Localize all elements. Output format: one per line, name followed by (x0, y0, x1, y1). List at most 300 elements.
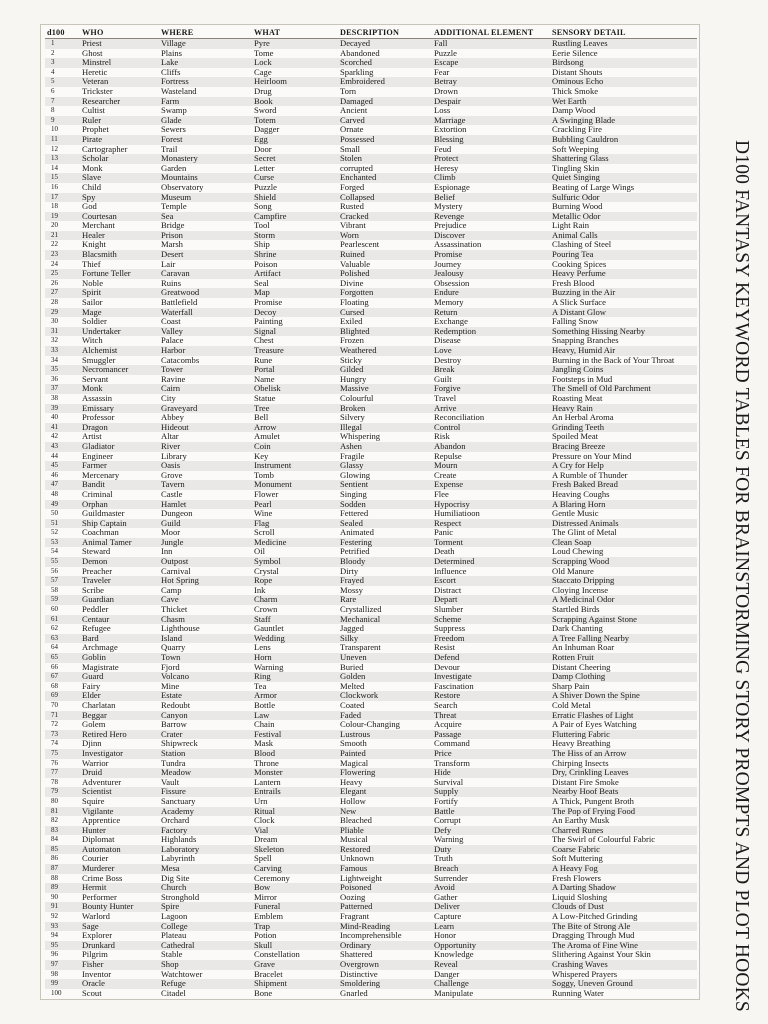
cell-description: Magical (340, 758, 369, 768)
cell-roll: 32 (51, 336, 58, 345)
cell-what: Flower (254, 489, 279, 499)
cell-roll: 80 (51, 796, 58, 805)
cell-description: Restored (338, 845, 432, 855)
cell-what: Tree (252, 404, 338, 414)
cell-roll: 64 (51, 643, 58, 652)
cell-where: Hideout (159, 423, 252, 433)
table-row (45, 643, 697, 653)
cell-additional-element: Discover (432, 231, 550, 241)
cell-roll: 28 (51, 298, 58, 307)
cell-roll: 93 (45, 922, 80, 932)
cell-who: Demon (80, 557, 159, 567)
cell-what: Obelisk (252, 384, 338, 394)
cell-who: Murderer (80, 864, 159, 874)
cell-who: Vigilante (80, 807, 159, 817)
cell-where: Abbey (161, 413, 184, 423)
cell-what: Skeleton (252, 845, 338, 855)
cell-description: Smooth (340, 739, 367, 749)
cell-what: Shield (252, 193, 338, 203)
cell-sensory-detail: Dragging Through Mud (552, 931, 635, 941)
cell-additional-element: Marriage (432, 116, 550, 126)
cell-what: Amulet (254, 432, 280, 442)
cell-where: Jungle (159, 538, 252, 548)
cell-roll: 20 (51, 221, 58, 230)
cell-where: Catacombs (161, 355, 200, 365)
cell-who: Archmage (82, 643, 118, 653)
cell-what: Storm (252, 231, 338, 241)
cell-where: Temple (161, 202, 187, 212)
cell-description: Overgrown (338, 960, 432, 970)
cell-description: Oozing (340, 892, 366, 902)
cell-additional-element: Freedom (432, 634, 550, 644)
cell-what: Grave (252, 960, 338, 970)
cell-description: Bloody (338, 557, 432, 567)
cell-who: Guildmaster (82, 509, 125, 519)
cell-roll: 68 (51, 681, 58, 690)
cell-where: Stronghold (161, 892, 200, 902)
cell-what: Mirror (254, 892, 277, 902)
cell-where: Town (159, 653, 252, 663)
cell-description: Scorched (338, 58, 432, 68)
cell-sensory-detail: Cooking Spices (552, 259, 607, 269)
cell-where: Outpost (159, 557, 252, 567)
cell-where: Thicket (161, 605, 188, 615)
cell-additional-element: Fascination (434, 681, 474, 691)
table-row (45, 106, 697, 116)
cell-roll: 54 (51, 547, 58, 556)
cell-what: Funeral (252, 902, 338, 912)
cell-description: Forged (340, 182, 365, 192)
cell-additional-element: Transform (434, 758, 470, 768)
cell-description: Floating (340, 298, 369, 308)
cell-where: Garden (161, 163, 187, 173)
cell-who: Knight (82, 240, 106, 250)
cell-where: Lighthouse (161, 624, 200, 634)
cell-what: Ceremony (254, 873, 290, 883)
table-row (45, 346, 697, 356)
cell-roll: 45 (45, 461, 80, 471)
cell-what: Constellation (254, 950, 300, 960)
cell-description: Distinctive (340, 969, 378, 979)
cell-what: Shrine (252, 250, 338, 260)
cell-additional-element: Truth (434, 854, 453, 864)
cell-who: Explorer (82, 931, 113, 941)
table-row (45, 787, 697, 797)
cell-description: Broken (338, 404, 432, 414)
header-sensory-detail: SENSORY DETAIL (550, 27, 697, 39)
cell-description: Torn (340, 86, 357, 96)
cell-description: Colour-Changing (340, 720, 400, 730)
cell-sensory-detail: Light Rain (552, 221, 589, 231)
cell-additional-element: Exchange (434, 317, 468, 327)
cell-who: Veteran (80, 77, 159, 87)
cell-sensory-detail: Spoiled Meat (552, 432, 599, 442)
cell-what: Dagger (254, 125, 280, 135)
cell-who: Servant (82, 374, 109, 384)
cell-roll: 44 (51, 451, 58, 460)
cell-who: Fortune Teller (80, 269, 159, 279)
cell-where: Farm (159, 97, 252, 107)
cell-roll: 63 (45, 634, 80, 644)
cell-what: Heirloom (252, 77, 338, 87)
cell-sensory-detail: Pouring Tea (550, 250, 697, 260)
cell-where: College (159, 922, 252, 932)
cell-sensory-detail: A Blaring Horn (550, 500, 697, 510)
cell-sensory-detail: Distant Shouts (552, 67, 603, 77)
cell-roll: 65 (45, 653, 80, 663)
cell-description: Pliable (338, 826, 432, 836)
table-row (45, 461, 697, 471)
cell-where: Citadel (161, 988, 186, 998)
table-row (45, 816, 697, 826)
cell-additional-element: Respect (432, 519, 550, 529)
cell-sensory-detail: Wet Earth (550, 97, 697, 107)
table-row (45, 432, 697, 442)
table-row (45, 356, 697, 366)
cell-roll: 90 (51, 892, 58, 901)
cell-additional-element: Climb (432, 173, 550, 183)
cell-additional-element: Depart (432, 595, 550, 605)
cell-who: God (82, 202, 97, 212)
cell-sensory-detail: Rustling Leaves (550, 39, 697, 49)
cell-sensory-detail: Falling Snow (552, 317, 599, 327)
cell-additional-element: Escort (432, 576, 550, 586)
cell-roll: 79 (45, 787, 80, 797)
cell-sensory-detail: Snapping Branches (552, 336, 619, 346)
cell-who: Monk (80, 384, 159, 394)
cell-sensory-detail: Erratic Flashes of Light (550, 711, 697, 721)
cell-description: Crystallized (340, 605, 382, 615)
table-row (45, 691, 697, 701)
cell-who: Pilgrim (82, 950, 108, 960)
cell-additional-element: Hypocrisy (432, 500, 550, 510)
cell-additional-element: Supply (432, 787, 550, 797)
cell-description: Patterned (338, 902, 432, 912)
cell-who: Traveler (80, 576, 159, 586)
cell-description: Embroidered (338, 77, 432, 87)
cell-what: Monument (252, 480, 338, 490)
cell-description: Stolen (338, 154, 432, 164)
cell-description: Glassy (338, 461, 432, 471)
cell-who: Charlatan (82, 700, 116, 710)
cell-where: Bridge (161, 221, 185, 231)
table-header-row (45, 27, 697, 39)
cell-description: Ancient (340, 106, 368, 116)
table-row (45, 231, 697, 241)
cell-where: Museum (159, 193, 252, 203)
cell-additional-element: Fall (432, 39, 550, 49)
cell-description: Ornate (340, 125, 364, 135)
table-row (45, 528, 697, 538)
cell-sensory-detail: An Herbal Aroma (552, 413, 614, 423)
cell-additional-element: Threat (432, 711, 550, 721)
cell-where: Monastery (159, 154, 252, 164)
table-row (45, 135, 697, 145)
cell-sensory-detail: Footsteps in Mud (552, 374, 613, 384)
cell-what: Lock (252, 58, 338, 68)
cell-roll: 84 (51, 835, 58, 844)
cell-additional-element: Search (434, 700, 458, 710)
cell-roll: 24 (51, 259, 58, 268)
cell-what: Artifact (252, 269, 338, 279)
cell-additional-element: Survival (434, 777, 464, 787)
cell-where: Sea (159, 212, 252, 222)
cell-sensory-detail: Staccato Dripping (550, 576, 697, 586)
cell-sensory-detail: The Smell of Old Parchment (550, 384, 697, 394)
cell-sensory-detail: Coarse Fabric (550, 845, 697, 855)
cell-who: Hunter (80, 826, 159, 836)
cell-description: Decayed (338, 39, 432, 49)
table-row (45, 902, 697, 912)
cell-description: Bleached (340, 816, 372, 826)
cell-additional-element: Promise (432, 250, 550, 260)
cell-sensory-detail: Old Manure (552, 566, 594, 576)
cell-who: Artist (82, 432, 102, 442)
table-row (45, 404, 697, 414)
header-what: WHAT (252, 27, 338, 39)
cell-roll: 73 (45, 730, 80, 740)
table-row (45, 250, 697, 260)
cell-additional-element: Influence (434, 566, 467, 576)
table-row (45, 557, 697, 567)
cell-who: Retired Hero (80, 730, 159, 740)
cell-additional-element: Forgive (432, 384, 550, 394)
cell-additional-element: Drown (434, 86, 458, 96)
cell-roll: 78 (51, 777, 58, 786)
cell-what: Chain (254, 720, 275, 730)
cell-additional-element: Passage (432, 730, 550, 740)
cell-description: Flowering (338, 768, 432, 778)
cell-sensory-detail: The Glint of Metal (552, 528, 617, 538)
cell-roll: 72 (51, 720, 58, 729)
cell-additional-element: Loss (434, 106, 451, 116)
cell-who: Minstrel (80, 58, 159, 68)
cell-additional-element: Battle (432, 807, 550, 817)
cell-additional-element: Blessing (432, 135, 550, 145)
cell-sensory-detail: Fluttering Fabric (550, 730, 697, 740)
cell-sensory-detail: A Slick Surface (552, 298, 606, 308)
cell-description: Fettered (340, 509, 369, 519)
cell-sensory-detail: Crashing Waves (550, 960, 697, 970)
cell-description: Ordinary (338, 941, 432, 951)
cell-sensory-detail: Clashing of Steel (552, 240, 612, 250)
cell-roll: 75 (45, 749, 80, 759)
table-row (45, 797, 697, 807)
cell-roll: 37 (45, 384, 80, 394)
cell-roll: 62 (51, 624, 58, 633)
cell-what: Tomb (254, 470, 274, 480)
cell-sensory-detail: Cold Metal (552, 700, 591, 710)
cell-where: Plains (161, 48, 183, 58)
cell-where: Hamlet (159, 500, 252, 510)
cell-who: Cultist (82, 106, 105, 116)
cell-what: Bracelet (254, 969, 283, 979)
table-row (45, 500, 697, 510)
cell-roll: 83 (45, 826, 80, 836)
cell-description: Damaged (338, 97, 432, 107)
cell-description: Sodden (338, 500, 432, 510)
cell-additional-element: Challenge (432, 979, 550, 989)
cell-where: Highlands (161, 835, 197, 845)
cell-what: Lantern (254, 777, 281, 787)
cell-sensory-detail: Fresh Blood (552, 278, 595, 288)
cell-roll: 58 (51, 585, 58, 594)
cell-who: Preacher (82, 566, 113, 576)
cell-what: Key (254, 451, 269, 461)
cell-sensory-detail: Fresh Baked Bread (550, 480, 697, 490)
cell-sensory-detail: Chirping Insects (552, 758, 609, 768)
cell-roll: 16 (51, 182, 58, 191)
table-row (45, 375, 697, 385)
cell-roll: 15 (45, 173, 80, 183)
cell-who: Ship Captain (80, 519, 159, 529)
table-row (45, 835, 697, 845)
cell-what: Poison (254, 259, 278, 269)
cell-roll: 35 (45, 365, 80, 375)
cell-what: Sword (254, 106, 277, 116)
cell-roll: 69 (45, 691, 80, 701)
cell-additional-element: Surrender (434, 873, 468, 883)
cell-roll: 2 (51, 48, 55, 57)
table-row (45, 116, 697, 126)
cell-what: Ink (254, 585, 266, 595)
cell-sensory-detail: Heaving Coughs (552, 489, 610, 499)
cell-who: Warrior (82, 758, 109, 768)
cell-what: Warning (254, 662, 284, 672)
table-row (45, 173, 697, 183)
table-row (45, 922, 697, 932)
cell-sensory-detail: Tingling Skin (552, 163, 600, 173)
cell-additional-element: Disease (434, 336, 461, 346)
keyword-table (45, 27, 697, 998)
table-row (45, 509, 697, 519)
cell-description: Glowing (340, 470, 371, 480)
cell-roll: 10 (51, 125, 58, 134)
cell-where: Glade (159, 116, 252, 126)
cell-additional-element: Torment (432, 538, 550, 548)
cell-description: Silvery (340, 413, 365, 423)
cell-roll: 57 (45, 576, 80, 586)
cell-description: Colourful (340, 393, 374, 403)
table-row (45, 298, 697, 308)
cell-description: Mechanical (338, 615, 432, 625)
table-row (45, 384, 697, 394)
cell-sensory-detail: Soft Muttering (552, 854, 603, 864)
cell-what: Trap (252, 922, 338, 932)
table-row (45, 58, 697, 68)
cell-who: Cartographer (82, 144, 128, 154)
table-row (45, 49, 697, 59)
cell-description: Incomprehensible (340, 931, 402, 941)
cell-who: Bandit (80, 480, 159, 490)
cell-what: Potion (254, 931, 277, 941)
cell-description: Mind-Reading (338, 922, 432, 932)
table-row (45, 586, 697, 596)
cell-sensory-detail: Nearby Hoof Beats (550, 787, 697, 797)
cell-where: Island (159, 634, 252, 644)
table-row (45, 68, 697, 78)
cell-description: Hollow (340, 796, 366, 806)
cell-what: Map (252, 288, 338, 298)
cell-additional-element: Expense (432, 480, 550, 490)
cell-roll: 1 (45, 39, 80, 49)
cell-additional-element: Honor (434, 931, 456, 941)
cell-where: Cliffs (161, 67, 181, 77)
cell-additional-element: Manipulate (434, 988, 474, 998)
header-where: WHERE (159, 27, 252, 39)
cell-what: Blood (252, 749, 338, 759)
cell-description: Forgotten (338, 288, 432, 298)
cell-who: Assassin (82, 393, 113, 403)
table-row (45, 97, 697, 107)
cell-who: Healer (80, 231, 159, 241)
cell-description: Festering (338, 538, 432, 548)
cell-roll: 17 (45, 193, 80, 203)
cell-who: Performer (82, 892, 117, 902)
cell-roll: 22 (51, 240, 58, 249)
cell-roll: 27 (45, 288, 80, 298)
cell-where: Hot Spring (159, 576, 252, 586)
cell-where: Ravine (161, 374, 186, 384)
cell-what: Scroll (254, 528, 275, 538)
cell-where: Swamp (161, 106, 187, 116)
cell-description: Faded (338, 711, 432, 721)
cell-who: Child (82, 182, 102, 192)
table-row (45, 212, 697, 222)
cell-sensory-detail: A Tree Falling Nearby (550, 634, 697, 644)
cell-roll: 56 (51, 566, 58, 575)
cell-sensory-detail: An Earthy Musk (552, 816, 610, 826)
cell-what: Drug (254, 86, 272, 96)
cell-roll: 33 (45, 346, 80, 356)
cell-who: Beggar (80, 711, 159, 721)
cell-roll: 48 (51, 489, 58, 498)
table-row (45, 845, 697, 855)
cell-description: Shattered (340, 950, 373, 960)
cell-sensory-detail: The Hiss of an Arrow (550, 749, 697, 759)
cell-who: Steward (82, 547, 111, 557)
cell-description: Vibrant (340, 221, 366, 231)
table-row (45, 154, 697, 164)
cell-additional-element: Redemption (432, 327, 550, 337)
cell-roll: 38 (51, 393, 58, 402)
cell-sensory-detail: Damp Wood (552, 106, 596, 116)
cell-sensory-detail: Heavy Perfume (550, 269, 697, 279)
cell-who: Refugee (82, 624, 111, 634)
cell-description: Clockwork (338, 691, 432, 701)
table-row (45, 874, 697, 884)
cell-who: Spirit (80, 288, 159, 298)
cell-additional-element: Obsession (434, 278, 470, 288)
cell-description: Enchanted (338, 173, 432, 183)
table-row (45, 308, 697, 318)
table-row (45, 912, 697, 922)
cell-what: Painting (254, 317, 283, 327)
cell-what: Festival (252, 730, 338, 740)
cell-additional-element: Panic (434, 528, 454, 538)
cell-additional-element: Opportunity (432, 941, 550, 951)
cell-description: Abandoned (340, 48, 380, 58)
cell-sensory-detail: Scrapping Against Stone (550, 615, 697, 625)
cell-what: Clock (254, 816, 275, 826)
cell-where: Redoubt (161, 700, 191, 710)
cell-additional-element: Repulse (434, 451, 462, 461)
cell-where: Church (159, 883, 252, 893)
cell-what: Rope (252, 576, 338, 586)
cell-sensory-detail: Dark Chanting (552, 624, 603, 634)
cell-where: Stable (161, 950, 183, 960)
cell-sensory-detail: A Medicinal Odor (550, 595, 697, 605)
